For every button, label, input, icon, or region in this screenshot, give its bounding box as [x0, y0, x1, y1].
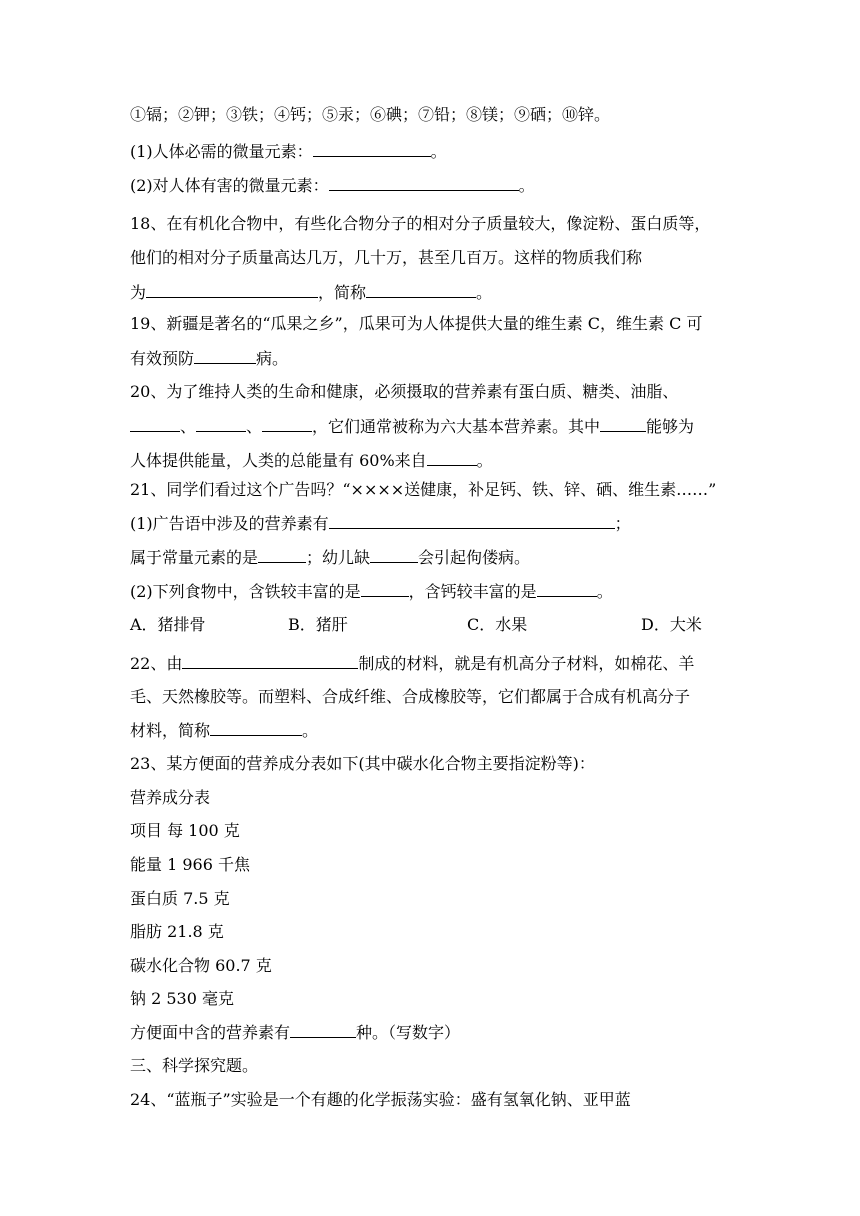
blank[interactable] [290, 1021, 356, 1038]
blank[interactable] [130, 415, 180, 432]
q22-line2: 毛、天然橡胶等。而塑料、合成纤维、合成橡胶等，它们都属于合成有机高分子 [130, 687, 691, 706]
q17-options-line: ①镉；②钾；③铁；④钙；⑤汞；⑥碘；⑦铅；⑧镁；⑨硒；⑩锌。 [130, 105, 611, 124]
q23-row: 能量 1 966 千焦 [130, 855, 250, 874]
blank[interactable] [194, 347, 256, 364]
blank[interactable] [313, 140, 431, 157]
q23-intro: 23、某方便面的营养成分表如下(其中碳水化合物主要指淀粉等)： [130, 754, 595, 773]
choice-c: C．水果 [467, 615, 528, 634]
q22-line1: 22、由 制成的材料，就是有机高分子材料，如棉花、羊 [130, 654, 695, 673]
q18-line3: 为 ，简称 。 [130, 283, 493, 302]
choice-a: A．猪排骨 [130, 615, 206, 634]
choice-b: B．猪肝 [288, 615, 348, 634]
blank[interactable] [262, 415, 312, 432]
blank[interactable] [210, 719, 302, 736]
q20-line3: 人体提供能量，人类的总能量有 60%来自 。 [130, 451, 493, 470]
q18-line1: 18、在有机化合物中，有些化合物分子的相对分子质量较大，像淀粉、蛋白质等， [130, 214, 711, 233]
q21-sub2: (2)下列食物中，含铁较丰富的是 ，含钙较丰富的是 。 [130, 582, 613, 601]
q23-row: 项目 每 100 克 [130, 821, 240, 840]
blank[interactable] [370, 546, 418, 563]
q20-line1: 20、为了维持人类的生命和健康，必须摄取的营养素有蛋白质、糖类、油脂、 [130, 382, 679, 401]
blank[interactable] [196, 415, 246, 432]
q17-sub2: (2)对人体有害的微量元素： 。 [130, 176, 535, 195]
q20-line2: 、 、 ，它们通常被称为六大基本营养素。其中 能够为 [130, 415, 740, 437]
q23-row: 碳水化合物 60.7 克 [130, 956, 272, 975]
choice-d: D．大米 [641, 615, 702, 634]
q23-row: 钠 2 530 毫克 [130, 989, 234, 1008]
q23-row: 蛋白质 7.5 克 [130, 889, 230, 908]
q19-line2: 有效预防 病。 [130, 349, 289, 368]
blank[interactable] [146, 281, 318, 298]
q19-line1: 19、新疆是著名的“瓜果之乡”，瓜果可为人体提供大量的维生素 C，维生素 C 可 [130, 314, 703, 333]
q24-line1: 24、“蓝瓶子”实验是一个有趣的化学振荡实验：盛有氢氧化钠、亚甲蓝 [130, 1090, 631, 1109]
q21-line1: 21、同学们看过这个广告吗？“××××送健康，补足钙、铁、锌、硒、维生素……” [130, 480, 717, 499]
q23-table-title: 营养成分表 [130, 788, 211, 807]
blank[interactable] [361, 580, 409, 597]
q17-sub1: (1)人体必需的微量元素： 。 [130, 142, 447, 161]
q18-line2: 他们的相对分子质量高达几万，几十万，甚至几百万。这样的物质我们称 [130, 248, 643, 267]
blank[interactable] [537, 580, 597, 597]
q23-row: 脂肪 21.8 克 [130, 922, 224, 941]
q23-ask: 方便面中含的营养素有 种。（写数字） [130, 1023, 461, 1042]
blank[interactable] [366, 281, 476, 298]
blank[interactable] [600, 415, 646, 432]
blank[interactable] [427, 449, 477, 466]
q21-line3: 属于常量元素的是 ；幼儿缺 会引起佝偻病。 [130, 548, 531, 567]
blank[interactable] [258, 546, 306, 563]
q21-sub1: (1)广告语中涉及的营养素有 ； [130, 514, 631, 533]
q22-line3: 材料，简称 。 [130, 721, 319, 740]
blank[interactable] [329, 512, 615, 529]
blank[interactable] [182, 652, 358, 669]
blank[interactable] [329, 174, 519, 191]
section-heading: 三、科学探究题。 [130, 1056, 259, 1075]
